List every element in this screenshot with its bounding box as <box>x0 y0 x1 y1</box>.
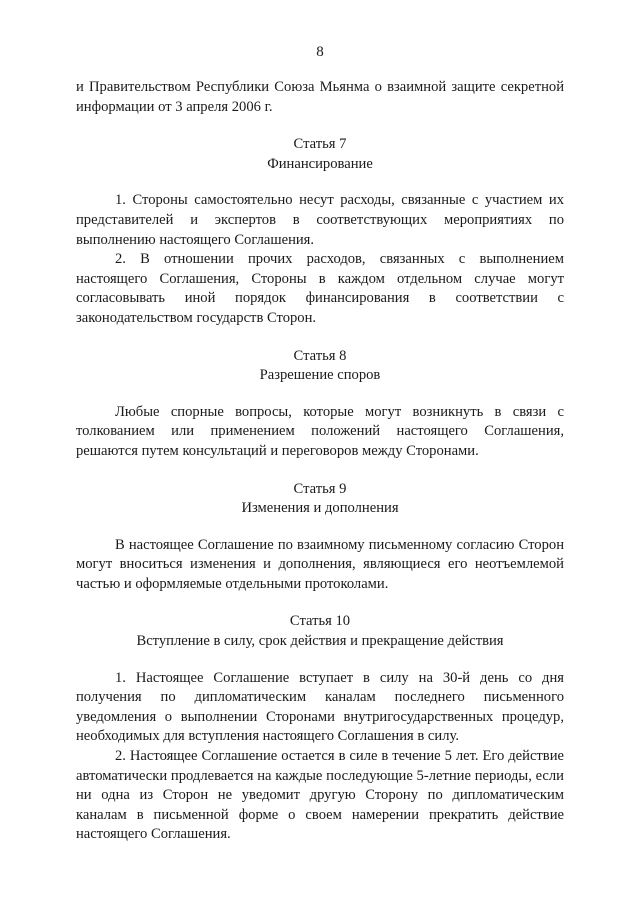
article-paragraph: 2. В отношении прочих расходов, связанных с выполнением настоящего Соглашения, Стороны в каждом отдельном случае могут согласовывать иной порядок финансирования в соответствии с законодательством государств Сторон. <box>76 251 564 326</box>
article-number: Статья 7 <box>293 136 347 153</box>
page-number: 8 <box>316 44 324 60</box>
document-body <box>76 78 564 845</box>
article-title: Финансирование <box>267 155 373 172</box>
article-number: Статья 8 <box>293 347 347 364</box>
intro-paragraph: и Правительством Республики Союза Мьянма о взаимной защите секретной информации от 3 апреля 2006 г. <box>76 79 564 115</box>
article-paragraph: 1. Настоящее Соглашение вступает в силу на 30-й день со дня получения по дипломатическим каналам последнего письменного уведомления о выполнении Сторонами внутригосударственных процедур, необходимых для вступления настоящего Соглашения в силу. <box>76 669 564 745</box>
article-paragraph: 2. Настоящее Соглашение остается в силе в течение 5 лет. Его действие автоматически продлевается на каждые последующие 5-летние периоды, если ни одна из Сторон не уведомит другую Сторону по дипломатическим каналам в письменной форме о своем намерении прекратить действие настоящего Соглашения. <box>76 748 564 843</box>
article-7 <box>76 135 564 328</box>
article-paragraph: В настоящее Соглашение по взаимному письменному согласию Сторон могут вноситься изменения и дополнения, являющиеся его неотъемлемой частью и оформляемые отдельными протоколами. <box>76 536 564 592</box>
article-paragraph: Любые спорные вопросы, которые могут возникнуть в связи с толкованием или применением положений настоящего Соглашения, решаются путем консультаций и переговоров между Сторонами. <box>76 403 564 459</box>
article-9 <box>76 480 564 595</box>
article-number: Статья 10 <box>289 613 351 630</box>
article-title: Разрешение споров <box>259 367 381 384</box>
article-10 <box>76 612 564 845</box>
article-paragraph: 1. Стороны самостоятельно несут расходы, связанные с участием их представителей и экспертов в соответствующих мероприятиях по выполнению настоящего Соглашения. <box>76 192 564 248</box>
article-title: Изменения и дополнения <box>241 500 399 517</box>
article-title: Вступление в силу, срок действия и прекращение действия <box>136 633 504 650</box>
article-number: Статья 9 <box>293 480 347 497</box>
article-8 <box>76 347 564 462</box>
